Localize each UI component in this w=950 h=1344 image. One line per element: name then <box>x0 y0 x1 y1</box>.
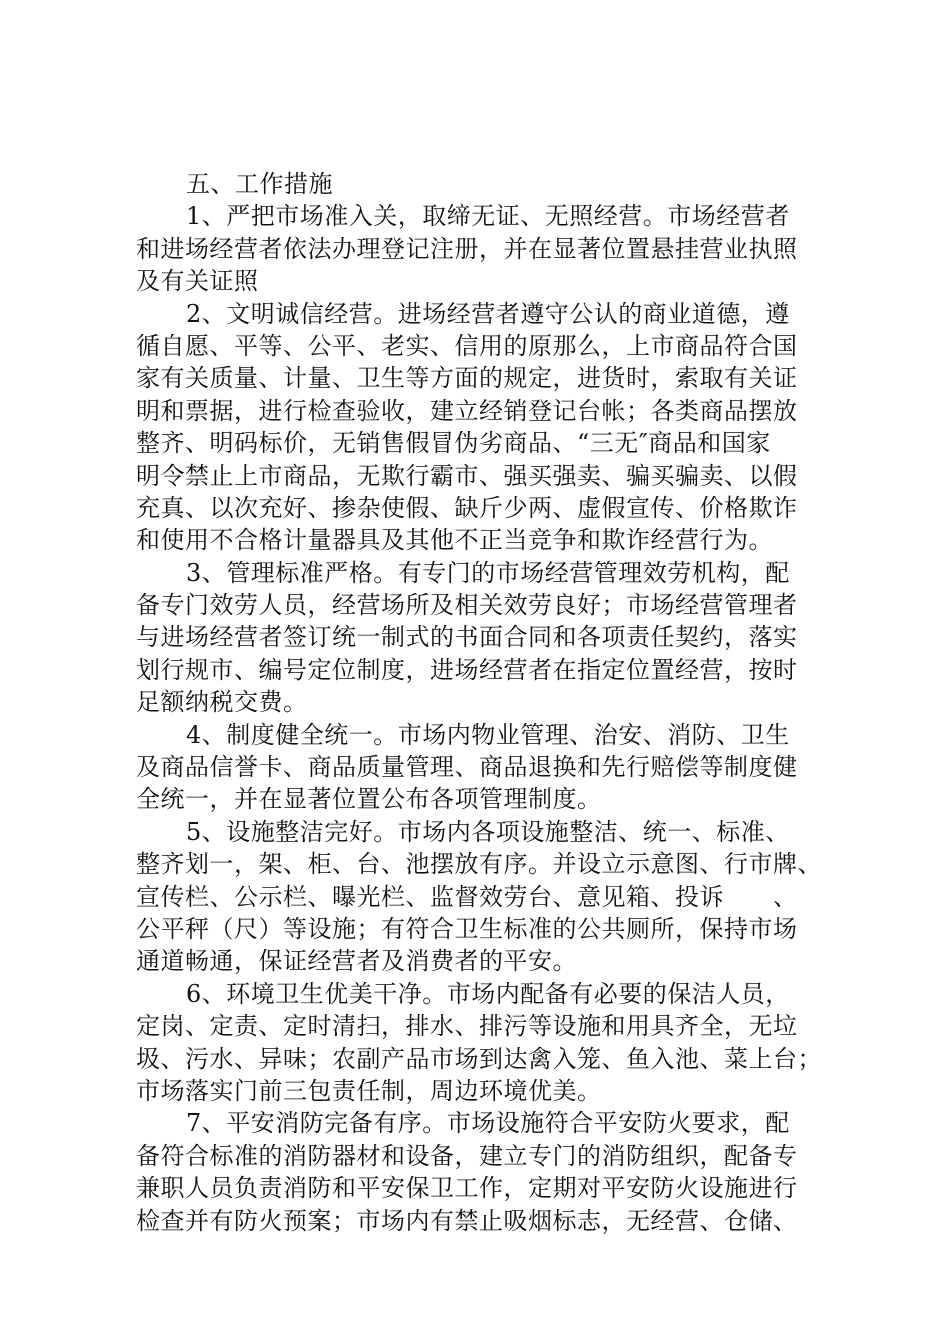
paragraph-line: 通道畅通，保证经营者及消费者的平安。 <box>136 947 577 976</box>
paragraph-line: 圾、污水、异味；农副产品市场到达禽入笼、鱼入池、菜上台； <box>136 1044 822 1073</box>
paragraph-line: 检查并有防火预案；市场内有禁止吸烟标志，无经营、仓储、 <box>136 1206 798 1235</box>
section-heading: 五、工作措施 <box>186 170 333 198</box>
paragraph-line: 与进场经营者签订统一制式的书面合同和各项责任契约，落实 <box>136 623 798 652</box>
paragraph-line: 4、制度健全统一。市场内物业管理、治安、消防、卫生 <box>186 720 790 749</box>
paragraph-line: 循自愿、平等、公平、老实、信用的原那么，上市商品符合国 <box>136 331 798 360</box>
paragraph-line: 整齐划一，架、柜、台、池摆放有序。并设立示意图、行市牌、 <box>136 850 822 879</box>
paragraph-line: 划行规市、编号定位制度，进场经营者在指定位置经营，按时 <box>136 655 798 684</box>
paragraph-line: 家有关质量、计量、卫生等方面的规定，进货时，索取有关证 <box>136 364 798 393</box>
paragraph-line: 明和票据，进行检查验收，建立经销登记台帐；各类商品摆放 <box>136 396 798 425</box>
paragraph-line: 2、文明诚信经营。进场经营者遵守公认的商业道德，遵 <box>186 299 790 328</box>
paragraph-line: 7、平安消防完备有序。市场设施符合平安防火要求，配 <box>186 1109 790 1138</box>
paragraph-line: 和进场经营者依法办理登记注册，并在显著位置悬挂营业执照 <box>136 234 798 263</box>
paragraph-line: 定岗、定责、定时清扫，排水、排污等设施和用具齐全，无垃 <box>136 1012 798 1041</box>
paragraph-line: 和使用不合格计量器具及其他不正当竞争和欺诈经营行为。 <box>136 526 773 555</box>
paragraph-line: 明令禁止上市商品，无欺行霸市、强买强卖、骗买骗卖、以假 <box>136 461 798 490</box>
paragraph-line: 及有关证照 <box>136 267 259 296</box>
paragraph-line: 全统一，并在显著位置公布各项管理制度。 <box>136 785 602 814</box>
paragraph-line: 及商品信誉卡、商品质量管理、商品退换和先行赔偿等制度健 <box>136 753 798 782</box>
paragraph-line: 整齐、明码标价，无销售假冒伪劣商品、“三无″商品和国家 <box>136 429 771 458</box>
paragraph-line: 6、环境卫生优美干净。市场内配备有必要的保洁人员， <box>186 979 790 1008</box>
paragraph-line: 公平秤（尺）等设施；有符合卫生标准的公共厕所，保持市场 <box>136 914 798 943</box>
paragraph-line: 3、管理标准严格。有专门的市场经营管理效劳机构，配 <box>186 558 790 587</box>
paragraph-line: 宣传栏、公示栏、曝光栏、监督效劳台、意见箱、投诉 、 <box>136 882 798 911</box>
paragraph-line: 兼职人员负责消防和平安保卫工作，定期对平安防火设施进行 <box>136 1174 798 1203</box>
document-body <box>136 168 824 1237</box>
paragraph-line: 备符合标准的消防器材和设备，建立专门的消防组织，配备专 <box>136 1141 798 1170</box>
paragraph-line: 1、严把市场准入关，取缔无证、无照经营。市场经营者 <box>186 202 790 231</box>
paragraph-line: 市场落实门前三包责任制，周边环境优美。 <box>136 1076 602 1105</box>
paragraph-line: 足额纳税交费。 <box>136 688 308 717</box>
paragraph-line: 备专门效劳人员，经营场所及相关效劳良好；市场经营管理者 <box>136 591 798 620</box>
paragraph-line: 5、设施整洁完好。市场内各项设施整洁、统一、标准、 <box>186 817 790 846</box>
paragraph-line: 充真、以次充好、掺杂使假、缺斤少两、虚假宣传、价格欺诈 <box>136 493 798 522</box>
